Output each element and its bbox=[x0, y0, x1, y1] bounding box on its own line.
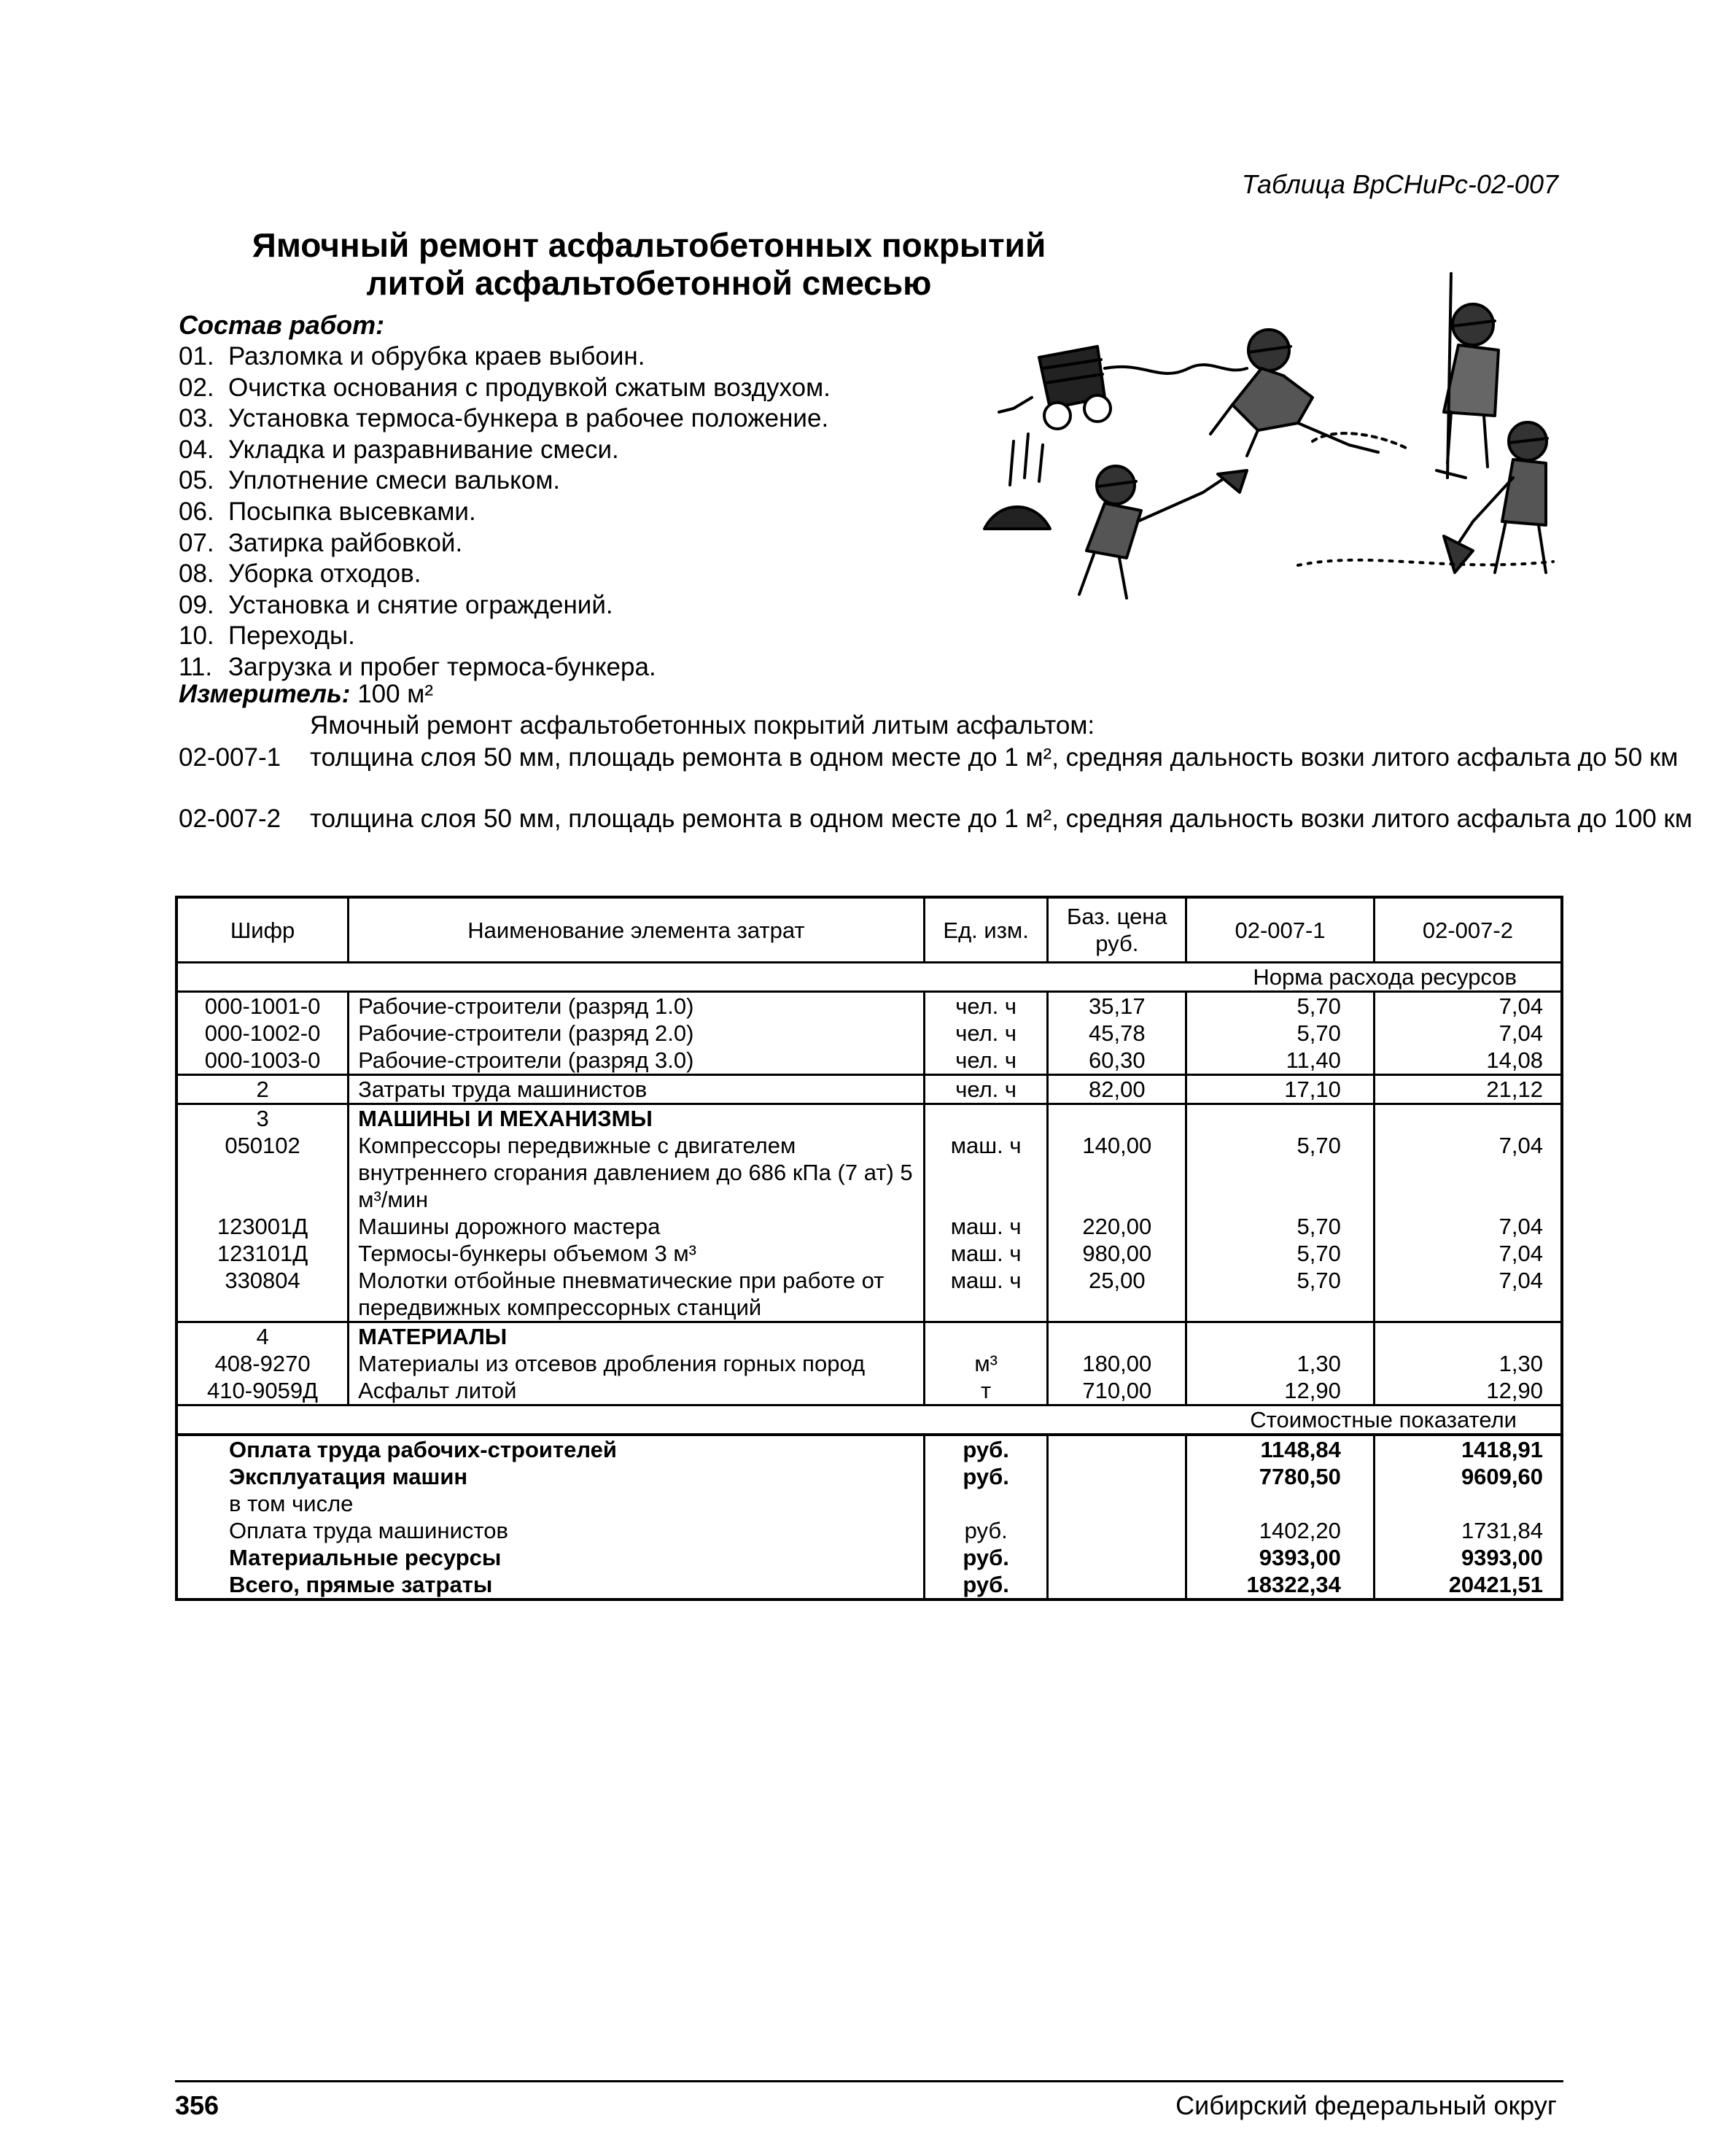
work-item-text: Разломка и обрубка краев выбоин. bbox=[228, 342, 645, 371]
table-reference: Таблица ВрСНиРс-02-007 bbox=[1241, 169, 1558, 199]
cell-price: 220,00 bbox=[1048, 1213, 1186, 1240]
summary-name: Оплата труда машинистов bbox=[176, 1517, 924, 1544]
summary-v2: 9393,00 bbox=[1461, 1545, 1543, 1570]
summary-row bbox=[176, 1517, 1562, 1544]
cell-v2: 7,04 bbox=[1498, 1020, 1543, 1046]
cell-code: 2 bbox=[176, 1075, 349, 1104]
cell-v2 bbox=[1374, 1104, 1562, 1133]
table-row bbox=[176, 1020, 1562, 1047]
summary-unit bbox=[924, 1490, 1048, 1517]
summary-unit: руб. bbox=[924, 1544, 1048, 1571]
header-v1: 02-007-1 bbox=[1186, 897, 1375, 963]
work-item bbox=[179, 652, 831, 683]
work-item-number: 02. bbox=[179, 373, 214, 402]
work-item-number: 04. bbox=[179, 435, 214, 464]
summary-row bbox=[176, 1463, 1562, 1490]
cell-v1: 1,30 bbox=[1186, 1350, 1375, 1377]
work-item-number: 09. bbox=[179, 590, 214, 619]
cell-price: 60,30 bbox=[1048, 1047, 1186, 1075]
description-code: 02-007-1 bbox=[179, 743, 281, 772]
summary-name: в том числе bbox=[176, 1490, 924, 1517]
cell-name: Затраты труда машинистов bbox=[349, 1075, 925, 1104]
summary-v1: 9393,00 bbox=[1186, 1544, 1375, 1571]
work-item bbox=[179, 465, 831, 497]
description-text: толщина слоя 50 мм, площадь ремонта в одном месте до 1 м², средняя дальность возки литого асфальта до 50 км bbox=[310, 743, 1679, 772]
work-item bbox=[179, 559, 831, 590]
cell-name: Рабочие-строители (разряд 2.0) bbox=[349, 1020, 925, 1047]
work-item bbox=[179, 373, 831, 404]
summary-v2 bbox=[1374, 1490, 1562, 1517]
work-item-text: Уборка отходов. bbox=[228, 559, 421, 589]
road-workers-illustration bbox=[970, 259, 1568, 624]
cell-unit bbox=[924, 1104, 1048, 1133]
cell-unit: чел. ч bbox=[924, 1047, 1048, 1075]
work-item-text: Затирка райбовкой. bbox=[228, 528, 463, 557]
cost-heading-row bbox=[176, 1405, 1562, 1435]
cell-unit: маш. ч bbox=[924, 1132, 1048, 1213]
work-item-text: Установка термоса-бункера в рабочее положение. bbox=[228, 404, 829, 433]
cost-table bbox=[175, 896, 1563, 1601]
norm-heading-row bbox=[176, 963, 1562, 992]
cell-unit: чел. ч bbox=[924, 1075, 1048, 1104]
work-item-text: Очистка основания с продувкой сжатым воздухом. bbox=[228, 373, 831, 402]
cell-v2: 14,08 bbox=[1486, 1047, 1543, 1073]
cell-name: Машины дорожного мастера bbox=[349, 1213, 925, 1240]
cell-v1: 5,70 bbox=[1186, 992, 1375, 1020]
cell-name: Компрессоры передвижные с двигателем внутреннего сгорания давлением до 686 кПа (7 ат) 5 м³/мин bbox=[349, 1132, 925, 1213]
summary-unit: руб. bbox=[924, 1435, 1048, 1463]
table-row bbox=[176, 1377, 1562, 1405]
table-row bbox=[176, 1213, 1562, 1240]
table-row bbox=[176, 1075, 1562, 1104]
header-unit: Ед. изм. bbox=[924, 897, 1048, 963]
cell-v2: 1,30 bbox=[1498, 1351, 1543, 1376]
cell-v2 bbox=[1374, 1322, 1562, 1351]
summary-v1: 1148,84 bbox=[1186, 1435, 1375, 1463]
cell-name: МАШИНЫ И МЕХАНИЗМЫ bbox=[349, 1104, 925, 1133]
work-item-text: Укладка и разравнивание смеси. bbox=[228, 435, 619, 464]
header-v2: 02-007-2 bbox=[1374, 897, 1562, 963]
summary-v1: 18322,34 bbox=[1186, 1571, 1375, 1599]
cell-price: 25,00 bbox=[1048, 1267, 1186, 1322]
cell-v2: 7,04 bbox=[1498, 1214, 1543, 1239]
measure-label: Измеритель: bbox=[179, 680, 351, 708]
cell-unit: маш. ч bbox=[924, 1267, 1048, 1322]
footer-region: Сибирский федеральный округ bbox=[1175, 2090, 1557, 2120]
work-composition-list bbox=[179, 341, 831, 683]
work-item-number: 11. bbox=[179, 652, 213, 681]
summary-name: Всего, прямые затраты bbox=[176, 1571, 924, 1599]
cell-v1: 5,70 bbox=[1186, 1240, 1375, 1267]
summary-unit: руб. bbox=[924, 1463, 1048, 1490]
work-composition-label: Состав работ: bbox=[179, 310, 385, 340]
compressor-cart-sketch bbox=[999, 346, 1247, 429]
cell-name: Материалы из отсевов дробления горных пород bbox=[349, 1350, 925, 1377]
work-item bbox=[179, 590, 831, 621]
cell-code: 000-1001-0 bbox=[176, 992, 349, 1020]
cell-v2: 7,04 bbox=[1498, 1133, 1543, 1158]
cell-v1: 11,40 bbox=[1186, 1047, 1375, 1075]
description-code: 02-007-2 bbox=[179, 804, 281, 833]
summary-name: Эксплуатация машин bbox=[176, 1463, 924, 1490]
cell-v1 bbox=[1186, 1322, 1375, 1351]
cell-unit bbox=[924, 1322, 1048, 1351]
work-item-number: 03. bbox=[179, 404, 214, 433]
footer-divider bbox=[175, 2080, 1563, 2082]
cell-v2: 7,04 bbox=[1498, 993, 1543, 1019]
table-row bbox=[176, 992, 1562, 1020]
cell-price bbox=[1048, 1322, 1186, 1351]
summary-v1 bbox=[1186, 1490, 1375, 1517]
summary-name: Оплата труда рабочих-строителей bbox=[176, 1435, 924, 1463]
summary-v1: 1402,20 bbox=[1186, 1517, 1375, 1544]
cell-unit: т bbox=[924, 1377, 1048, 1405]
table-row bbox=[176, 1132, 1562, 1213]
cell-name: МАТЕРИАЛЫ bbox=[349, 1322, 925, 1351]
worker-with-shovel-right-sketch bbox=[1298, 422, 1553, 573]
cell-code: 050102 bbox=[176, 1132, 349, 1213]
measure-value: 100 м² bbox=[357, 680, 434, 708]
cell-price: 35,17 bbox=[1048, 992, 1186, 1020]
cell-v1: 5,70 bbox=[1186, 1267, 1375, 1322]
summary-price bbox=[1048, 1517, 1186, 1544]
cell-code: 4 bbox=[176, 1322, 349, 1351]
cell-unit: чел. ч bbox=[924, 992, 1048, 1020]
work-item-number: 10. bbox=[179, 621, 214, 651]
summary-v2: 1731,84 bbox=[1461, 1518, 1543, 1543]
cell-v1: 5,70 bbox=[1186, 1020, 1375, 1047]
cell-name: Асфальт литой bbox=[349, 1377, 925, 1405]
worker-with-shovel-sketch bbox=[984, 434, 1247, 598]
cell-v1: 12,90 bbox=[1186, 1377, 1375, 1405]
cell-code: 408-9270 bbox=[176, 1350, 349, 1377]
cell-v1: 17,10 bbox=[1186, 1075, 1375, 1104]
cell-v2: 21,12 bbox=[1374, 1075, 1562, 1104]
table-section-row bbox=[176, 1104, 1562, 1133]
work-item bbox=[179, 403, 831, 435]
table-row bbox=[176, 1267, 1562, 1322]
work-item-text: Установка и снятие ограждений. bbox=[228, 590, 613, 619]
cell-unit: чел. ч bbox=[924, 1020, 1048, 1047]
cell-v2: 7,04 bbox=[1498, 1241, 1543, 1266]
work-item bbox=[179, 497, 831, 528]
cell-unit: маш. ч bbox=[924, 1240, 1048, 1267]
cell-code: 410-9059Д bbox=[176, 1377, 349, 1405]
worker-with-hammer-sketch bbox=[1210, 330, 1407, 456]
summary-v2: 9609,60 bbox=[1461, 1464, 1543, 1489]
work-item-text: Загрузка и пробег термоса-бункера. bbox=[228, 652, 656, 681]
work-item-text: Переходы. bbox=[228, 621, 355, 651]
cell-price: 45,78 bbox=[1048, 1020, 1186, 1047]
title-line-1: Ямочный ремонт асфальтобетонных покрытий bbox=[252, 226, 1046, 264]
table-section-row bbox=[176, 1322, 1562, 1351]
summary-price bbox=[1048, 1490, 1186, 1517]
table-row bbox=[176, 1350, 1562, 1377]
cell-unit: м³ bbox=[924, 1350, 1048, 1377]
measure-unit bbox=[179, 680, 433, 709]
summary-price bbox=[1048, 1544, 1186, 1571]
work-item bbox=[179, 341, 831, 373]
cell-unit: маш. ч bbox=[924, 1213, 1048, 1240]
work-item bbox=[179, 435, 831, 466]
cell-price: 82,00 bbox=[1048, 1075, 1186, 1104]
summary-v1: 7780,50 bbox=[1186, 1463, 1375, 1490]
page-number: 356 bbox=[175, 2090, 219, 2120]
summary-unit: руб. bbox=[924, 1571, 1048, 1599]
header-price: Баз. цена руб. bbox=[1048, 897, 1186, 963]
description-intro: Ямочный ремонт асфальтобетонных покрытий литым асфальтом: bbox=[310, 711, 1095, 740]
cell-v2: 12,90 bbox=[1486, 1378, 1543, 1403]
summary-unit: руб. bbox=[924, 1517, 1048, 1544]
header-name: Наименование элемента затрат bbox=[349, 897, 925, 963]
summary-price bbox=[1048, 1463, 1186, 1490]
title-line-2: литой асфальтобетонной смесью bbox=[366, 264, 932, 302]
summary-name: Материальные ресурсы bbox=[176, 1544, 924, 1571]
cost-heading: Стоимостные показатели bbox=[176, 1405, 1562, 1435]
cell-code: 330804 bbox=[176, 1267, 349, 1322]
work-item-number: 01. bbox=[179, 342, 214, 371]
summary-price bbox=[1048, 1571, 1186, 1599]
cell-name: Молотки отбойные пневматические при работе от передвижных компрессорных станций bbox=[349, 1267, 925, 1322]
summary-v2: 20421,51 bbox=[1448, 1572, 1543, 1597]
summary-row bbox=[176, 1490, 1562, 1517]
cell-name: Термосы-бункеры объемом 3 м³ bbox=[349, 1240, 925, 1267]
summary-v2: 1418,91 bbox=[1374, 1435, 1562, 1463]
table-row bbox=[176, 1240, 1562, 1267]
cell-price: 180,00 bbox=[1048, 1350, 1186, 1377]
cell-code: 3 bbox=[176, 1104, 349, 1133]
cell-v1 bbox=[1186, 1104, 1375, 1133]
summary-price bbox=[1048, 1435, 1186, 1463]
cell-code: 000-1002-0 bbox=[176, 1020, 349, 1047]
work-item-text: Посыпка высевками. bbox=[228, 497, 476, 526]
worker-with-tamper-sketch bbox=[1437, 274, 1498, 478]
cell-price bbox=[1048, 1104, 1186, 1133]
summary-row bbox=[176, 1571, 1562, 1599]
work-item-number: 08. bbox=[179, 559, 214, 589]
work-item bbox=[179, 528, 831, 559]
cell-name: Рабочие-строители (разряд 1.0) bbox=[349, 992, 925, 1020]
work-item-text: Уплотнение смеси вальком. bbox=[228, 466, 561, 495]
cell-code: 123101Д bbox=[176, 1240, 349, 1267]
cell-code: 000-1003-0 bbox=[176, 1047, 349, 1075]
summary-row bbox=[176, 1544, 1562, 1571]
work-item bbox=[179, 621, 831, 652]
work-item-number: 05. bbox=[179, 466, 214, 495]
table-header-row bbox=[176, 897, 1562, 963]
cell-v1: 5,70 bbox=[1186, 1132, 1375, 1213]
description-text: толщина слоя 50 мм, площадь ремонта в одном месте до 1 м², средняя дальность возки литого асфальта до 100 км bbox=[310, 804, 1692, 833]
cell-price: 710,00 bbox=[1048, 1377, 1186, 1405]
summary-row bbox=[176, 1435, 1562, 1463]
norm-heading: Норма расхода ресурсов bbox=[176, 963, 1562, 992]
work-item-number: 07. bbox=[179, 528, 214, 557]
header-code: Шифр bbox=[176, 897, 349, 963]
cell-name: Рабочие-строители (разряд 3.0) bbox=[349, 1047, 925, 1075]
work-item-number: 06. bbox=[179, 497, 214, 526]
table-row bbox=[176, 1047, 1562, 1075]
cell-price: 140,00 bbox=[1048, 1132, 1186, 1213]
cell-v2: 7,04 bbox=[1498, 1268, 1543, 1293]
cell-code: 123001Д bbox=[176, 1213, 349, 1240]
cell-v1: 5,70 bbox=[1186, 1213, 1375, 1240]
cell-price: 980,00 bbox=[1048, 1240, 1186, 1267]
